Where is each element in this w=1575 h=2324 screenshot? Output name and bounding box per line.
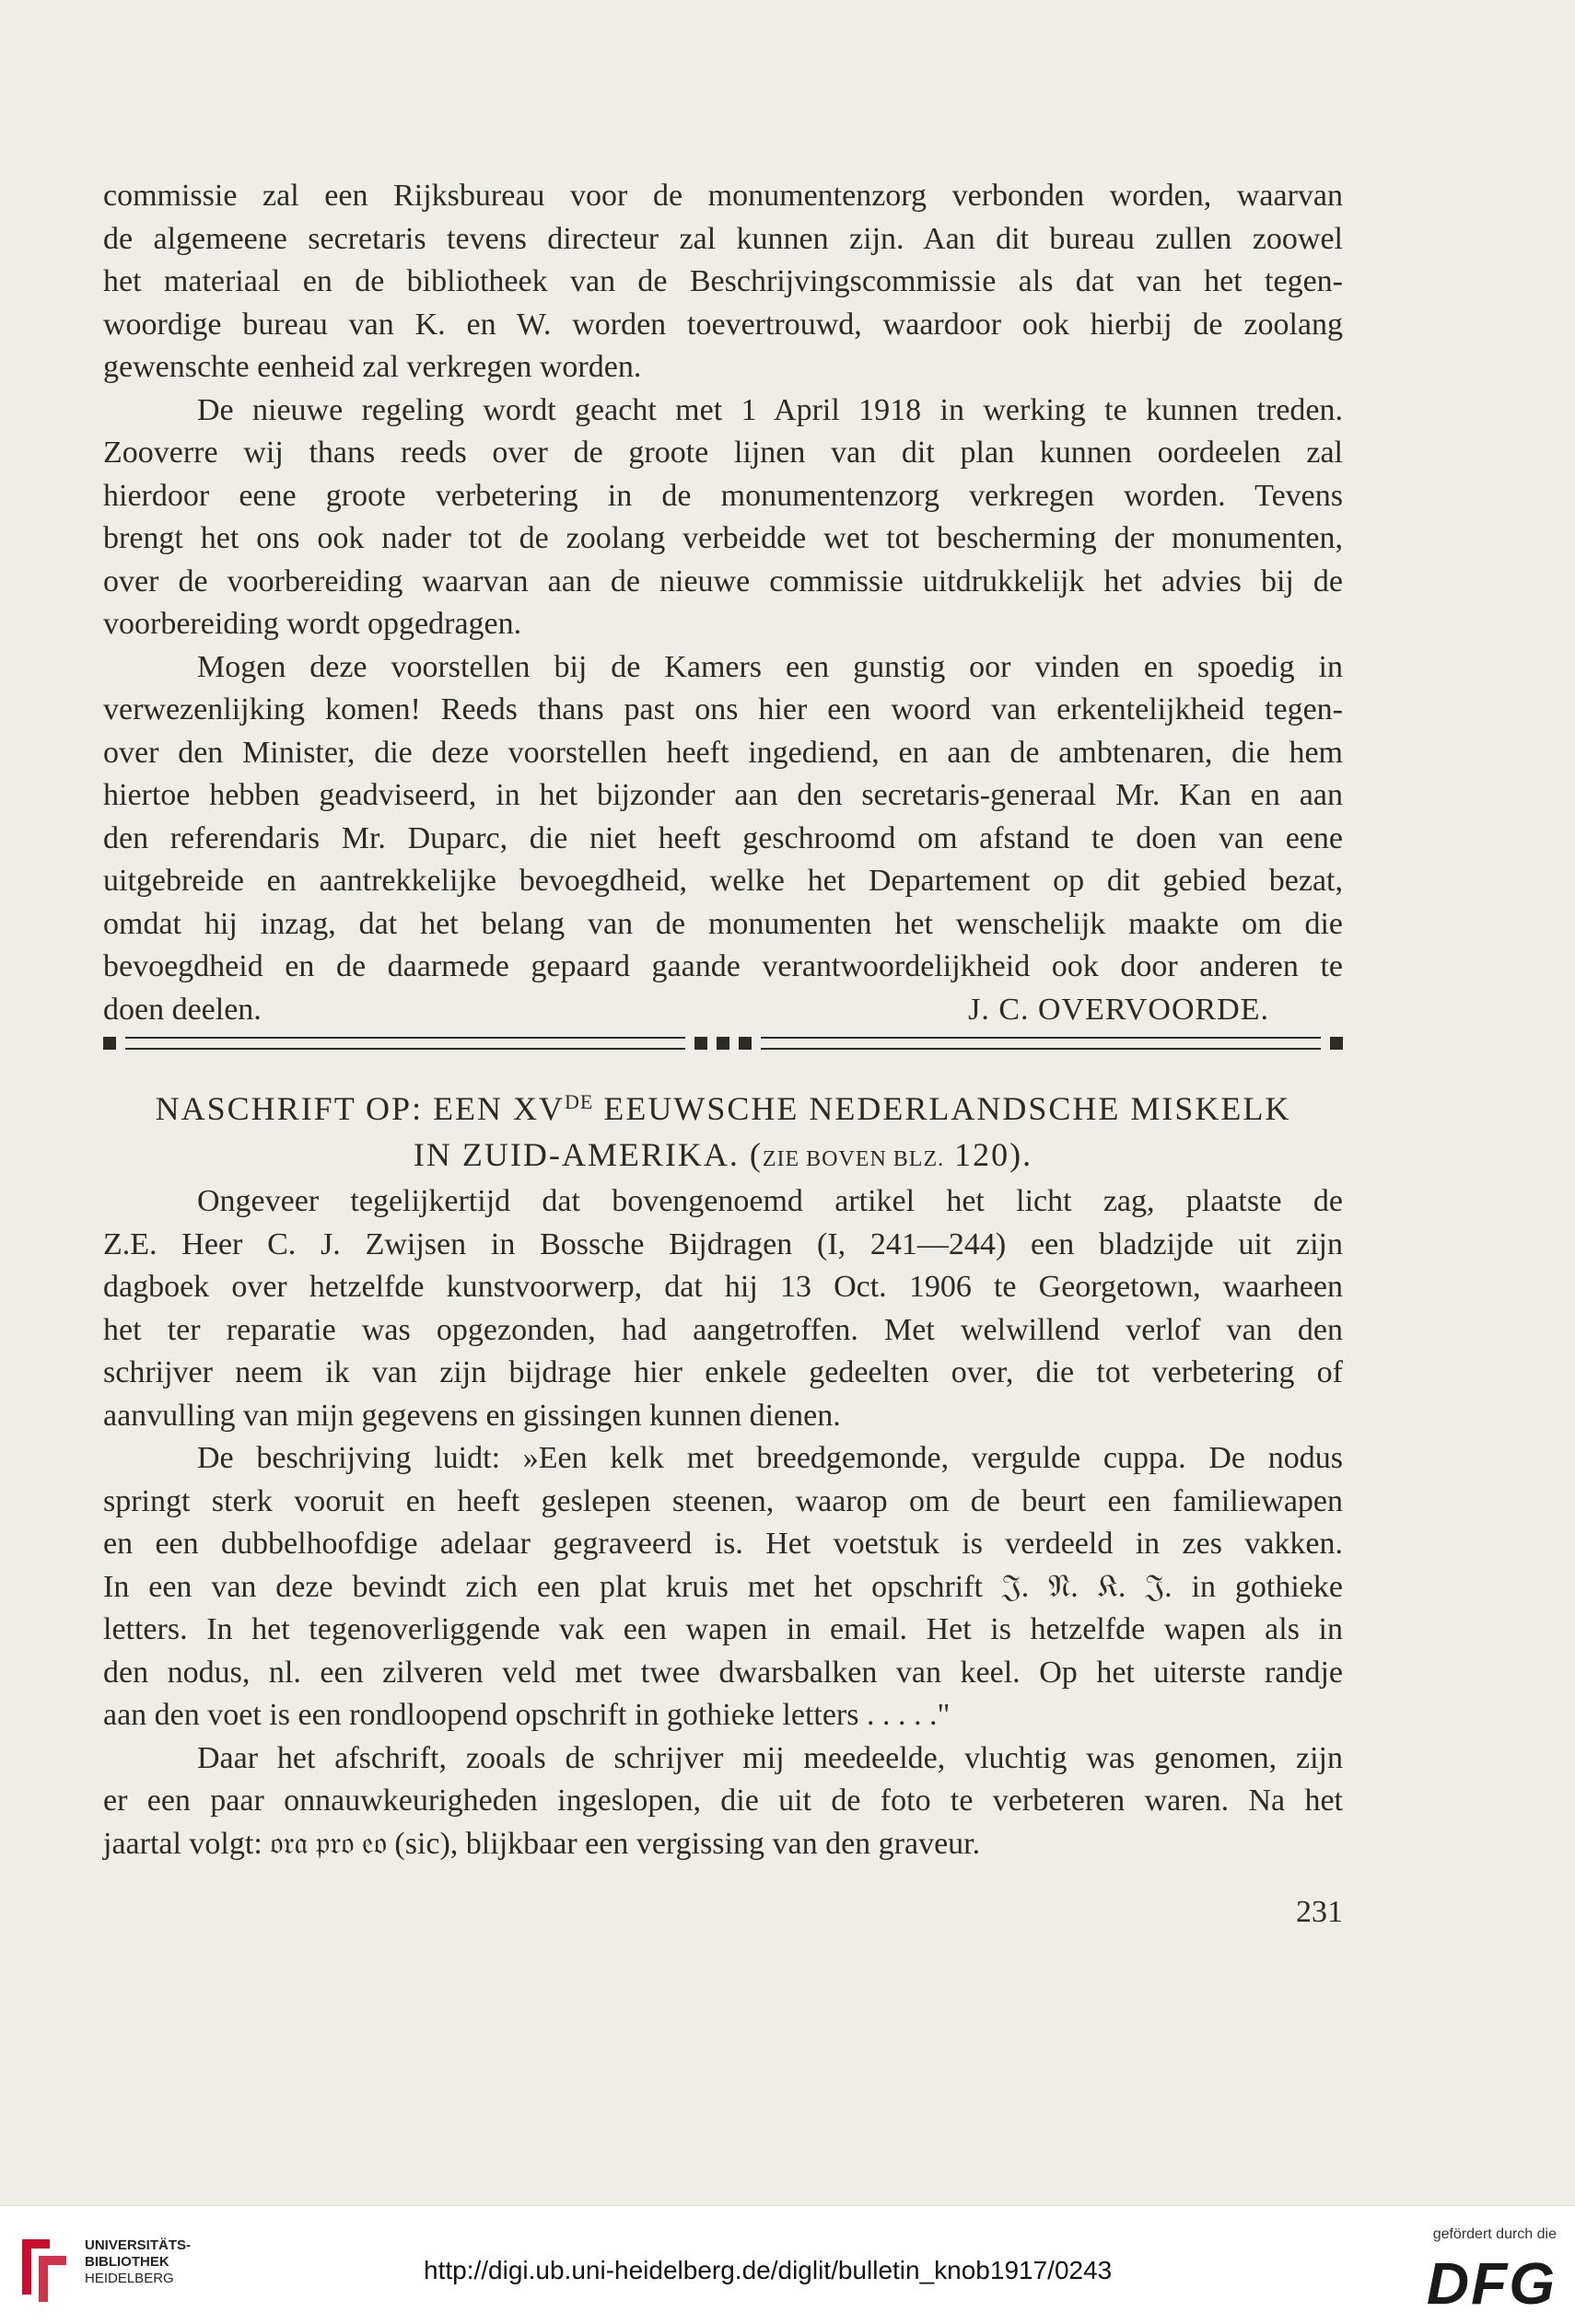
text-line: Ongeveer tegelijkertijd dat bovengenoemd artikel het licht zag, plaatste de — [197, 1184, 1343, 1218]
paragraph — [103, 646, 1343, 1032]
paragraph — [103, 1180, 1343, 1437]
text-line: en een dubbelhoofdige adelaar gegraveerd is. Het voetstuk is verdeeld in zes vakken. — [103, 1527, 1343, 1561]
heading-text: EEUWSCHE NEDERLANDSCHE MISKELK — [593, 1090, 1291, 1127]
divider-square — [694, 1037, 707, 1050]
text-line: De nieuwe regeling wordt geacht met 1 April 1918 in werking te kunnen treden. — [197, 392, 1343, 427]
heading-superscript: DE — [565, 1090, 594, 1113]
footer-bar — [0, 2205, 1575, 2324]
heading-line-1 — [103, 1079, 1343, 1132]
body-text-top — [103, 175, 1343, 1031]
text-line: den nodus, nl. een zilveren veld met twee dwarsbalken van keel. Op het uiterste randje — [103, 1655, 1343, 1690]
divider-square — [717, 1037, 729, 1050]
text-line: hiertoe hebben geadviseerd, in het bijzonder aan den secretaris-generaal Mr. Kan en aan — [103, 778, 1343, 812]
paragraph — [103, 175, 1343, 389]
text-line: Zooverre wij thans reeds over de groote lijnen van dit plan kunnen oordeelen zal — [103, 436, 1343, 470]
body-text-bottom — [103, 1180, 1343, 1865]
text-line: voorbereiding wordt opgedragen. — [103, 607, 522, 641]
text-line: De beschrijving luidt: »Een kelk met breedgemonde, vergulde cuppa. De nodus — [197, 1441, 1343, 1475]
library-name-line: BIBLIOTHEK — [85, 2254, 169, 2270]
heading-line-2 — [103, 1132, 1343, 1182]
text-line: In een van deze bevindt zich een plat kruis met het opschrift 𝔍. 𝔑. 𝔎. 𝔍. in gothieke — [103, 1569, 1343, 1604]
dfg-logo[interactable]: DFG — [1426, 2250, 1557, 2317]
closing-line: doen deelen. — [103, 992, 262, 1027]
divider-rule — [761, 1037, 1321, 1050]
text-line: over de voorbereiding waarvan aan de nieuwe commissie uitdrukkelijk het advies bij de — [103, 564, 1343, 598]
paragraph — [103, 389, 1343, 646]
divider-square — [103, 1037, 116, 1050]
paragraph — [103, 1437, 1343, 1737]
divider-square — [1330, 1037, 1343, 1050]
text-line: den referendaris Mr. Duparc, die niet heeft geschroomd om afstand te doen van eene — [103, 820, 1343, 855]
heading-small-caps: ZIE BOVEN BLZ. — [762, 1147, 945, 1171]
section-divider — [103, 1033, 1343, 1053]
page-number: 231 — [1296, 1895, 1343, 1929]
text-line: uitgebreide en aantrekkelijke bevoegdheid, welke het Departement op dit gebied bezat, — [103, 864, 1343, 898]
text-line: aan den voet is een rondloopend opschrift in gothieke letters . . . . ." — [103, 1698, 951, 1732]
text-line: aanvulling van mijn gegevens en gissingen kunnen dienen. — [103, 1398, 841, 1433]
text-line: schrijver neem ik van zijn bijdrage hier enkele gedeelten over, die tot verbetering of — [103, 1355, 1343, 1389]
section-heading — [103, 1079, 1343, 1182]
text-line: omdat hij inzag, dat het belang van de monumenten het wenschelijk maakte om die — [103, 906, 1343, 941]
text-line: over den Minister, die deze voorstellen heeft ingediend, en aan de ambtenaren, die hem — [103, 735, 1343, 770]
text-line: brengt het ons ook nader tot de zoolang verbeidde wet tot bescherming der monumenten, — [103, 521, 1343, 555]
text-line: jaartal volgt: 𝔬𝔯𝔞 𝔭𝔯𝔬 𝔢𝔬 (sic), blijkbaar een vergissing van den graveur. — [103, 1826, 981, 1861]
text-line: letters. In het tegenoverliggende vak een wapen in email. Het is hetzelfde wapen als in — [103, 1612, 1343, 1646]
paragraph — [103, 1737, 1343, 1866]
text-line: het ter reparatie was opgezonden, had aangetroffen. Met welwillend verlof van den — [103, 1312, 1343, 1347]
text-line: bevoegdheid en de daarmede gepaard gaande verantwoordelijkheid ook door anderen te — [103, 949, 1343, 983]
text-line: commissie zal een Rijksbureau voor de monumentenzorg verbonden worden, waarvan — [103, 179, 1343, 213]
library-name — [85, 2237, 191, 2287]
text-line: springt sterk vooruit en heeft geslepen steenen, waarop om de beurt een familiewapen — [103, 1483, 1343, 1518]
text-line: Z.E. Heer C. J. Zwijsen in Bossche Bijdragen (I, 241—244) een bladzijde uit zijn — [103, 1226, 1343, 1261]
text-line: de algemeene secretaris tevens directeur zal kunnen zijn. Aan dit bureau zullen zoowel — [103, 221, 1343, 256]
library-logo-icon[interactable] — [13, 2230, 79, 2304]
text-line: Mogen deze voorstellen bij de Kamers een gunstig oor vinden en spoedig in — [197, 649, 1343, 684]
text-line: het materiaal en de bibliotheek van de Beschrijvingscommissie als dat van het tegen- — [103, 264, 1343, 298]
funded-by-label: gefördert durch die — [1432, 2226, 1557, 2242]
permalink-url[interactable]: http://digi.ub.uni-heidelberg.de/diglit/bulletin_knob1917/0243 — [424, 2256, 1113, 2284]
text-line: woordige bureau van K. en W. worden toevertrouwd, waardoor ook hierbij de zoolang — [103, 307, 1343, 342]
library-name-line: HEIDELBERG — [85, 2271, 174, 2286]
divider-rule — [125, 1037, 685, 1050]
heading-text: NASCHRIFT OP: EEN XV — [155, 1090, 566, 1127]
author-signature: J. C. OVERVOORDE. — [968, 992, 1269, 1027]
text-line: gewenschte eenheid zal verkregen worden. — [103, 350, 642, 384]
divider-square — [739, 1037, 752, 1050]
text-line: hierdoor eene groote verbetering in de monumentenzorg verkregen worden. Tevens — [103, 478, 1343, 513]
text-line: er een paar onnauwkeurigheden ingeslopen, die uit de foto te verbeteren waren. Na het — [103, 1784, 1343, 1818]
heading-text: IN ZUID-AMERIKA. ( — [413, 1136, 763, 1173]
library-name-line: UNIVERSITÄTS- — [85, 2237, 192, 2253]
text-line: verwezenlijking komen! Reeds thans past ons hier een woord van erkentelijkheid tegen- — [103, 692, 1343, 726]
text-line: Daar het afschrift, zooals de schrijver mij meedeelde, vluchtig was genomen, zijn — [197, 1740, 1343, 1775]
text-line: dagboek over hetzelfde kunstvoorwerp, dat hij 13 Oct. 1906 te Georgetown, waarheen — [103, 1270, 1343, 1304]
closing-row — [103, 989, 1343, 1032]
heading-text: 120). — [944, 1136, 1033, 1173]
